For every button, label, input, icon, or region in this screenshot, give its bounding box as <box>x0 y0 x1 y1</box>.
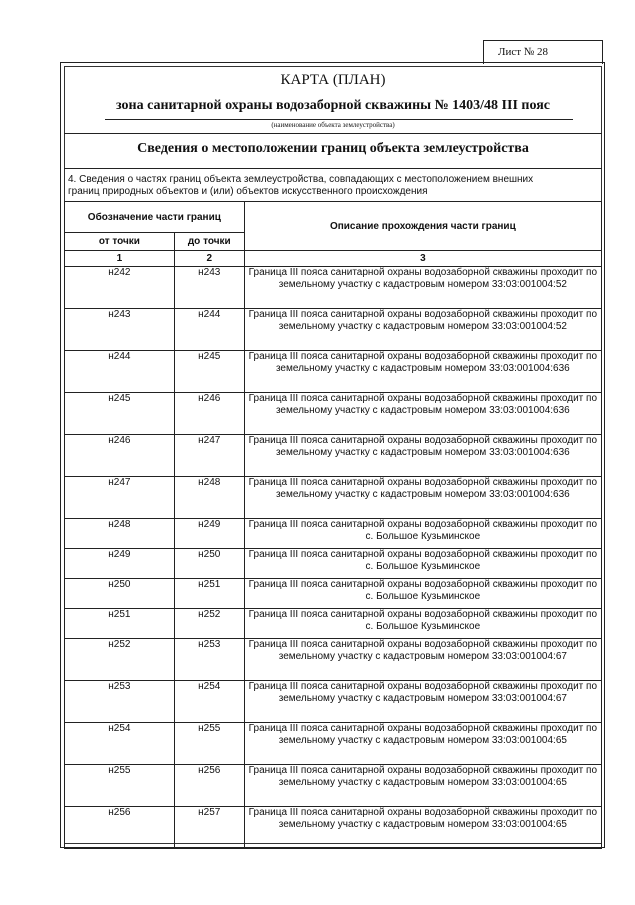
cell-from: н254 <box>65 723 175 765</box>
cell-to: н244 <box>174 309 244 351</box>
cell-to: н254 <box>174 681 244 723</box>
table-row <box>65 723 602 765</box>
cell-description: Граница III пояса санитарной охраны водозаборной скважины проходит по земельному участку с кадастровым номером 33:03:001004:636 <box>244 351 601 393</box>
cell-from: н249 <box>65 549 175 579</box>
cell-description: Граница III пояса санитарной охраны водозаборной скважины проходит по земельному участку с кадастровым номером 33:03:001004:636 <box>244 435 601 477</box>
cell-description: Граница III пояса санитарной охраны водозаборной скважины проходит по с. Большое Кузьминское <box>244 549 601 579</box>
note-line-1: 4. Сведения о частях границ объекта землеустройства, совпадающих с местоположением внешних <box>68 174 534 185</box>
cell-description: Граница III пояса санитарной охраны водозаборной скважины проходит по с. Большое Кузьминское <box>244 519 601 549</box>
sheet-number: Лист № 28 <box>483 40 603 64</box>
cell-description: Граница III пояса санитарной охраны водозаборной скважины проходит по земельному участку с кадастровым номером 33:03:001004:67 <box>244 639 601 681</box>
cell-to: н246 <box>174 393 244 435</box>
note-line-2: границ природных объектов и (или) объектов искусственного происхождения <box>68 186 428 197</box>
table-row <box>65 351 602 393</box>
cell-to: н243 <box>174 267 244 309</box>
cell-description: Граница III пояса санитарной охраны водозаборной скважины проходит по земельному участку с кадастровым номером 33:03:001004:636 <box>244 393 601 435</box>
cell-from: н246 <box>65 435 175 477</box>
table-row <box>65 765 602 807</box>
cell-description: Граница III пояса санитарной охраны водозаборной скважины проходит по с. Большое Кузьминское <box>244 579 601 609</box>
cell-description: Граница III пояса санитарной охраны водозаборной скважины проходит по земельному участку с кадастровым номером 33:03:001004:52 <box>244 309 601 351</box>
cell-to: н251 <box>174 579 244 609</box>
cell-from: н255 <box>65 765 175 807</box>
cell-to: н255 <box>174 723 244 765</box>
col-desc-header: Описание прохождения части границ <box>244 202 601 251</box>
col-to-header: до точки <box>174 233 244 251</box>
col-num-1: 1 <box>65 251 175 267</box>
col-from-header: от точки <box>65 233 175 251</box>
table-row <box>65 393 602 435</box>
cell-description: Граница III пояса санитарной охраны водозаборной скважины проходит по земельному участку с кадастровым номером 33:03:001004:67 <box>244 681 601 723</box>
table-row <box>65 477 602 519</box>
object-caption: (наименование объекта землеустройства) <box>271 121 395 129</box>
cell-from: н242 <box>65 267 175 309</box>
table-row <box>65 309 602 351</box>
cell-to: н248 <box>174 477 244 519</box>
cell-from: н243 <box>65 309 175 351</box>
cell-from: н252 <box>65 639 175 681</box>
col-group-header: Обозначение части границ <box>65 202 245 233</box>
table-row <box>65 609 602 639</box>
caption-rule <box>105 119 573 120</box>
cell-to: н250 <box>174 549 244 579</box>
cell-to: н249 <box>174 519 244 549</box>
col-num-3: 3 <box>244 251 601 267</box>
section-note <box>68 174 598 198</box>
cell-to: н253 <box>174 639 244 681</box>
table-row <box>65 435 602 477</box>
doc-title: КАРТА (ПЛАН) <box>280 72 386 88</box>
cell-description: Граница III пояса санитарной охраны водозаборной скважины проходит по земельному участку с кадастровым номером 33:03:001004:65 <box>244 765 601 807</box>
section-title: Сведения о местоположении границ объекта землеустройства <box>137 141 529 156</box>
cell-from: н244 <box>65 351 175 393</box>
table-row <box>65 681 602 723</box>
cell-from: н245 <box>65 393 175 435</box>
cell-to: н257 <box>174 807 244 849</box>
col-num-2: 2 <box>174 251 244 267</box>
cell-description: Граница III пояса санитарной охраны водозаборной скважины проходит по с. Большое Кузьминское <box>244 609 601 639</box>
cell-from: н251 <box>65 609 175 639</box>
cell-description: Граница III пояса санитарной охраны водозаборной скважины проходит по земельному участку с кадастровым номером 33:03:001004:65 <box>244 723 601 765</box>
cell-to: н247 <box>174 435 244 477</box>
cell-to: н252 <box>174 609 244 639</box>
cell-description: Граница III пояса санитарной охраны водозаборной скважины проходит по земельному участку с кадастровым номером 33:03:001004:65 <box>244 807 601 849</box>
table-row <box>65 579 602 609</box>
table-row <box>65 639 602 681</box>
table-row <box>65 267 602 309</box>
boundary-table <box>64 201 602 849</box>
cell-to: н256 <box>174 765 244 807</box>
table-row <box>65 807 602 849</box>
cell-description: Граница III пояса санитарной охраны водозаборной скважины проходит по земельному участку с кадастровым номером 33:03:001004:636 <box>244 477 601 519</box>
cell-from: н256 <box>65 807 175 849</box>
cell-from: н248 <box>65 519 175 549</box>
cell-description: Граница III пояса санитарной охраны водозаборной скважины проходит по земельному участку с кадастровым номером 33:03:001004:52 <box>244 267 601 309</box>
table-row <box>65 519 602 549</box>
cell-from: н253 <box>65 681 175 723</box>
zone-title: зона санитарной охраны водозаборной скважины № 1403/48 III пояс <box>116 98 550 113</box>
cell-from: н247 <box>65 477 175 519</box>
cell-to: н245 <box>174 351 244 393</box>
table-row <box>65 549 602 579</box>
cell-from: н250 <box>65 579 175 609</box>
